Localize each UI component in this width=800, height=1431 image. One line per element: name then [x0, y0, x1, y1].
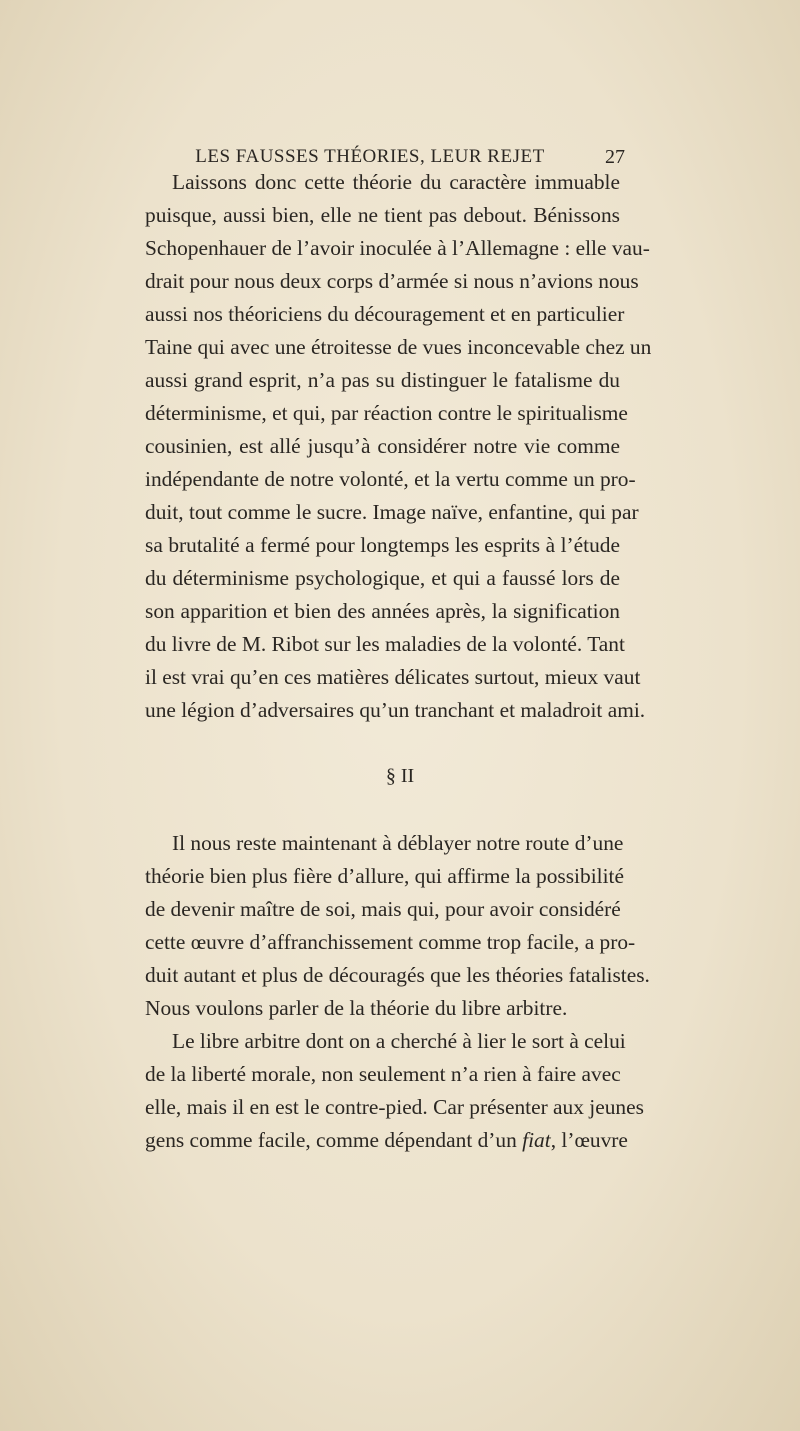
text-line: Taine qui avec une étroitesse de vues inconcevable chez un: [145, 335, 652, 359]
running-title: LES FAUSSES THÉORIES, LEUR REJET: [195, 146, 545, 167]
text-line: aussi grand esprit, n’a pas su distinguer le fatalisme du: [145, 368, 620, 392]
text-line: de la liberté morale, non seulement n’a rien à faire avec: [145, 1062, 621, 1086]
text-line: Nous voulons parler de la théorie du libre arbitre.: [145, 996, 568, 1020]
text-line: théorie bien plus fière d’allure, qui affirme la possibilité: [145, 864, 624, 888]
section-heading: § II: [385, 765, 415, 787]
text-segment: gens comme facile, comme dépendant d’un: [145, 1128, 523, 1152]
text-line: du livre de M. Ribot sur les maladies de la volonté. Tant: [145, 632, 625, 656]
text-line: de devenir maître de soi, mais qui, pour avoir considéré: [145, 897, 621, 921]
text-line: duit, tout comme le sucre. Image naïve, enfantine, qui par: [145, 500, 639, 524]
text-line: son apparition et bien des années après, la signification: [145, 599, 620, 623]
text-line: puisque, aussi bien, elle ne tient pas debout. Bénissons: [145, 203, 620, 227]
text-line: cousinien, est allé jusqu’à considérer notre vie comme: [145, 434, 620, 458]
text-line: Laissons donc cette théorie du caractère immuable: [172, 170, 620, 194]
text-line: elle, mais il en est le contre-pied. Car présenter aux jeunes: [145, 1095, 644, 1119]
text-line: il est vrai qu’en ces matières délicates surtout, mieux vaut: [145, 665, 641, 689]
text-line: cette œuvre d’affranchissement comme trop facile, a pro-: [145, 930, 636, 954]
text-line: duit autant et plus de découragés que les théories fatalistes.: [145, 963, 650, 987]
text-line: drait pour nous deux corps d’armée si nous n’avions nous: [145, 269, 639, 293]
page-number: 27: [605, 146, 625, 168]
text-line: du déterminisme psychologique, et qui a faussé lors de: [145, 566, 620, 590]
text-line-last: [145, 1128, 628, 1152]
text-line: déterminisme, et qui, par réaction contre le spiritualisme: [145, 401, 628, 425]
text-line: Il nous reste maintenant à déblayer notre route d’une: [172, 831, 624, 855]
text-line: indépendante de notre volonté, et la vertu comme un pro-: [145, 467, 636, 491]
text-line: Le libre arbitre dont on a cherché à lier le sort à celui: [172, 1029, 626, 1053]
text-line: une légion d’adversaires qu’un tranchant et maladroit ami.: [145, 698, 646, 722]
italic-word: fiat: [522, 1128, 551, 1152]
text-line: Schopenhauer de l’avoir inoculée à l’Allemagne : elle vau-: [145, 236, 650, 260]
text-segment: , l’œuvre: [550, 1128, 628, 1152]
text-line: aussi nos théoriciens du découragement et en particulier: [145, 302, 625, 326]
text-line: sa brutalité a fermé pour longtemps les esprits à l’étude: [145, 533, 620, 557]
